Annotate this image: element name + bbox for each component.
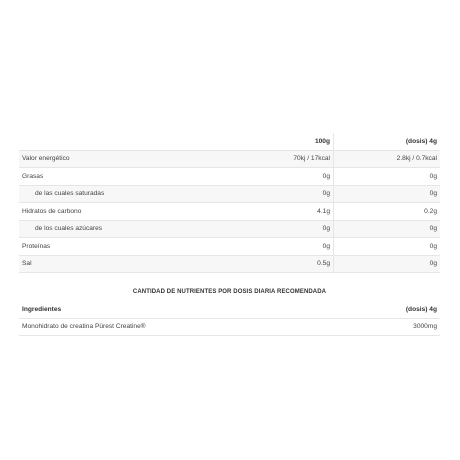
nutrient-value-dose: 0g <box>429 190 437 198</box>
table-row <box>19 168 440 186</box>
nutrient-value-100g: 4.1g <box>253 203 334 221</box>
nutrient-value-dose: 0.2g <box>424 207 437 215</box>
ingredients-header-dose: (dosis) 4g <box>405 305 437 313</box>
table-row <box>19 238 440 256</box>
nutrient-value-dose: 0g <box>429 260 437 268</box>
table-row <box>19 185 440 203</box>
ingredients-caption: CANTIDAD DE NUTRIENTES POR DOSIS DIARIA RECOMENDADA <box>132 289 327 295</box>
nutrient-name: Grasas <box>22 172 44 180</box>
table-row <box>19 150 440 168</box>
nutrient-value-100g: 0g <box>253 220 334 238</box>
table-row <box>19 318 440 336</box>
table-row <box>19 220 440 238</box>
nutrient-name: Valor energético <box>22 155 70 163</box>
nutrient-name: Hidratos de carbono <box>22 207 82 215</box>
ingredients-table <box>19 301 440 336</box>
nutrient-name: de los cuales azúcares <box>35 225 103 233</box>
nutrient-value-100g: 70kj / 17kcal <box>253 150 334 168</box>
table-row <box>19 255 440 273</box>
nutrient-name: Proteínas <box>22 242 51 250</box>
nutrition-panel <box>19 133 440 336</box>
nutrient-value-dose: 0g <box>429 242 437 250</box>
nutrient-name: Sal <box>22 260 32 268</box>
nutrient-value-100g: 0g <box>253 168 334 186</box>
ingredient-name: Monohidrato de creatina Pürest Creatine® <box>22 323 146 331</box>
ingredient-dose: 3000mg <box>413 323 437 331</box>
ingredients-header-name: Ingredientes <box>22 305 62 313</box>
nutrient-value-dose: 0g <box>429 172 437 180</box>
nutrition-header-row <box>19 133 440 150</box>
nutrition-header-dose: (dosis) 4g <box>405 137 437 145</box>
nutrient-value-100g: 0.5g <box>253 255 334 273</box>
ingredients-header-row <box>19 301 440 318</box>
nutrient-value-100g: 0g <box>253 238 334 256</box>
nutrition-table <box>19 133 440 273</box>
nutrition-header-100g: 100g <box>253 133 334 150</box>
nutrient-value-100g: 0g <box>253 185 334 203</box>
table-row <box>19 203 440 221</box>
nutrient-name: de las cuales saturadas <box>35 190 105 198</box>
nutrient-value-dose: 0g <box>429 225 437 233</box>
nutrient-value-dose: 2.8kj / 0.7kcal <box>396 155 437 163</box>
nutrition-header-blank <box>19 133 253 150</box>
